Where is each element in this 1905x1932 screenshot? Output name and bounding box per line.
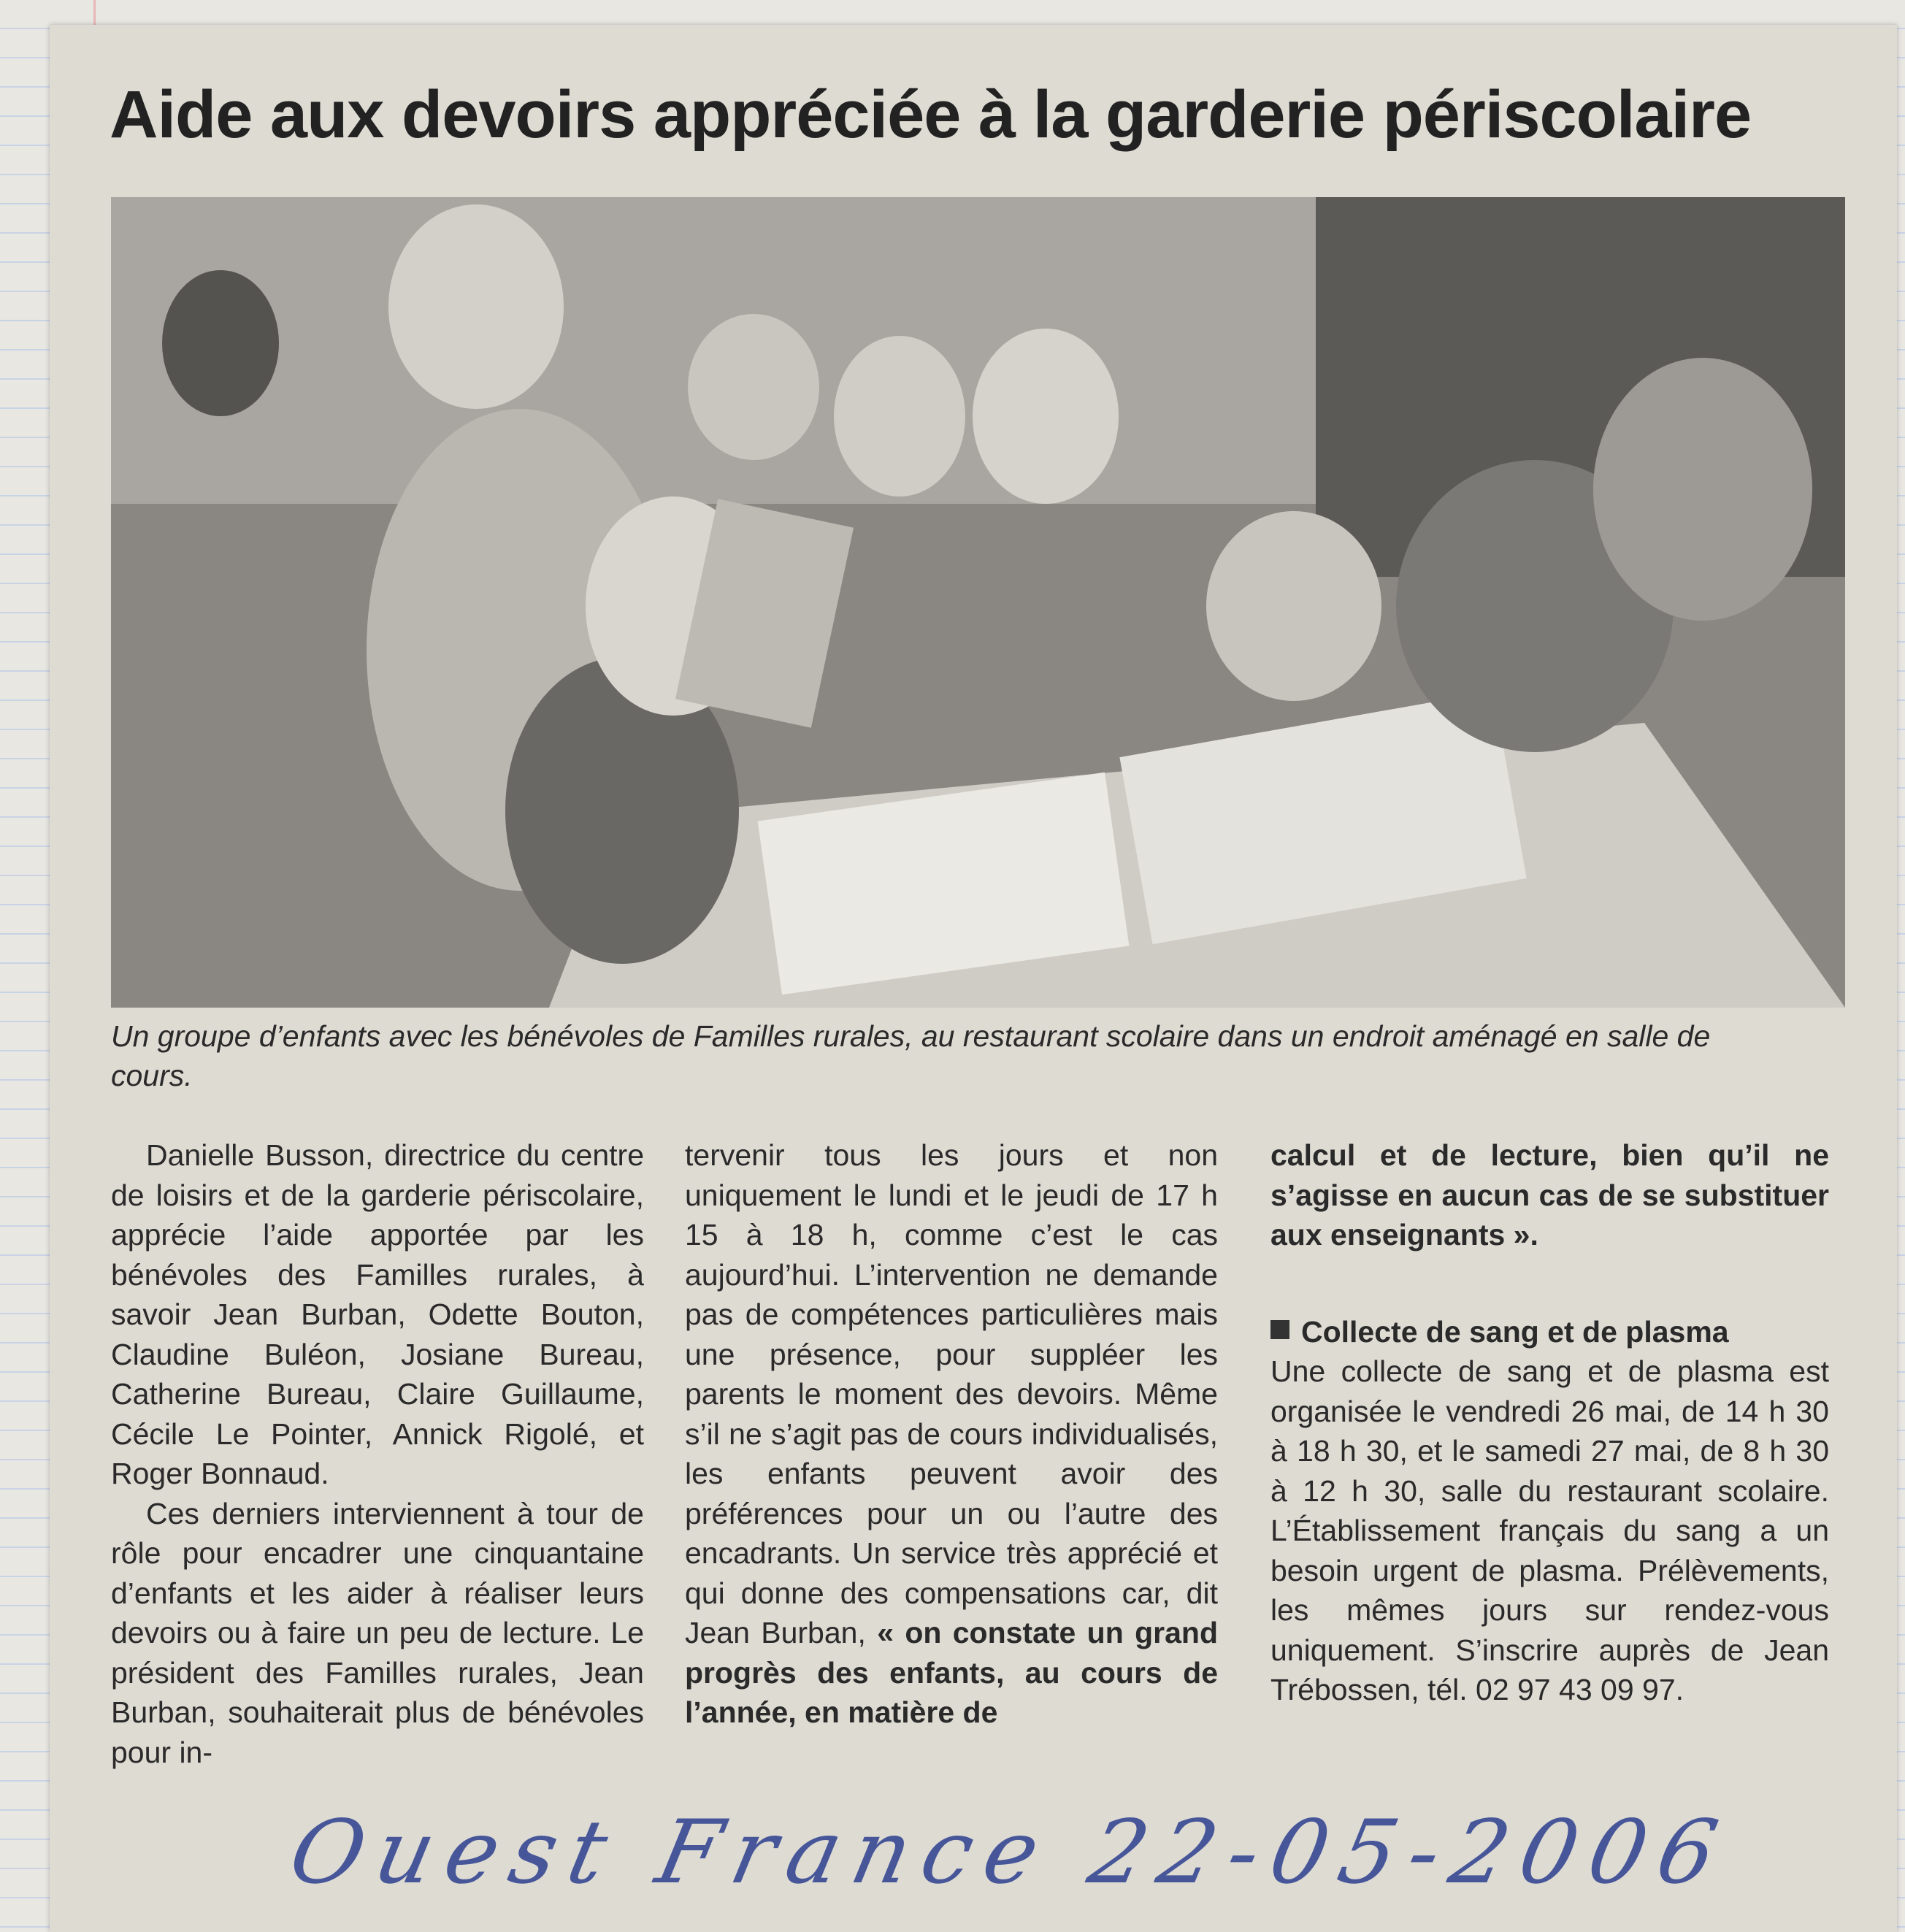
section-subheading (1270, 1312, 1829, 1352)
article-headline: Aide aux devoirs appréciée à la garderie périscolaire (110, 77, 1752, 152)
article-column-2 (685, 1135, 1218, 1733)
article-quote: calcul et de lecture, bien qu’il ne s’agisse en aucun cas de se substituer aux enseignants ». (1270, 1138, 1829, 1251)
article-paragraph: Une collecte de sang et de plasma est organisée le vendredi 26 mai, de 14 h 30 à 18 h 30, et le samedi 27 mai, de 8 h 30 à 12 h 30, salle du restaurant scolaire. L’Établissement français du sang a un besoin urgent de plasma. Prélèvements, les mêmes jours sur rendez-vous uniquement. S’inscrire auprès de Jean Trébossen, tél. 02 97 43 09 97. (1270, 1354, 1829, 1706)
photo-caption: Un groupe d’enfants avec les bénévoles de Familles rurales, au restaurant scolaire dans un endroit aménagé en salle de cours. (111, 1019, 1711, 1092)
subheading-text: Collecte de sang et de plasma (1301, 1314, 1729, 1349)
photo-illustration (111, 197, 1845, 1008)
square-bullet-icon (1270, 1320, 1289, 1339)
article-text: tervenir tous les jours et non uniquement le lundi et le jeudi de 17 h 15 à 18 h, comme c’est le cas aujourd’hui. L’intervention ne demande pas de compétences particulières mais une présence, pour suppléer les parents le moment des devoirs. Même s’il ne s’agit pas de cours individualisés, les enfants peuvent avoir des préférences pour un ou l’autre des encadrants. Un service très apprécié et qui donne des compensations car, dit Jean Burban, (685, 1138, 1218, 1649)
article-paragraph (685, 1135, 1218, 1733)
article-column-1 (111, 1135, 644, 1772)
handwritten-note-text: Ouest France 22-05-2006 (281, 1802, 1739, 1904)
article-column-3 (1270, 1135, 1829, 1710)
handwritten-source-note (281, 1802, 1739, 1912)
article-paragraph: Ces derniers interviennent à tour de rôle pour encadrer une cinquantaine d’enfants et les aider à réaliser leurs devoirs ou à faire un peu de lecture. Le président des Familles rurales, Jean Burban, souhaiterait plus de bénévoles pour in- (111, 1496, 644, 1769)
article-quote: « on constate un grand progrès des enfants, au cours de l’année, en matière de (685, 1616, 1218, 1729)
article-paragraph: Danielle Busson, directrice du centre de loisirs et de la garderie périscolaire, apprécie l’aide apportée par les bénévoles des Familles rurales, à savoir Jean Burban, Odette Bouton, Claudine Buléon, Josiane Bureau, Catherine Bureau, Claire Guillaume, Cécile Le Pointer, Annick Rigolé, et Roger Bonnaud. (111, 1138, 644, 1490)
article-photo (111, 197, 1845, 1008)
